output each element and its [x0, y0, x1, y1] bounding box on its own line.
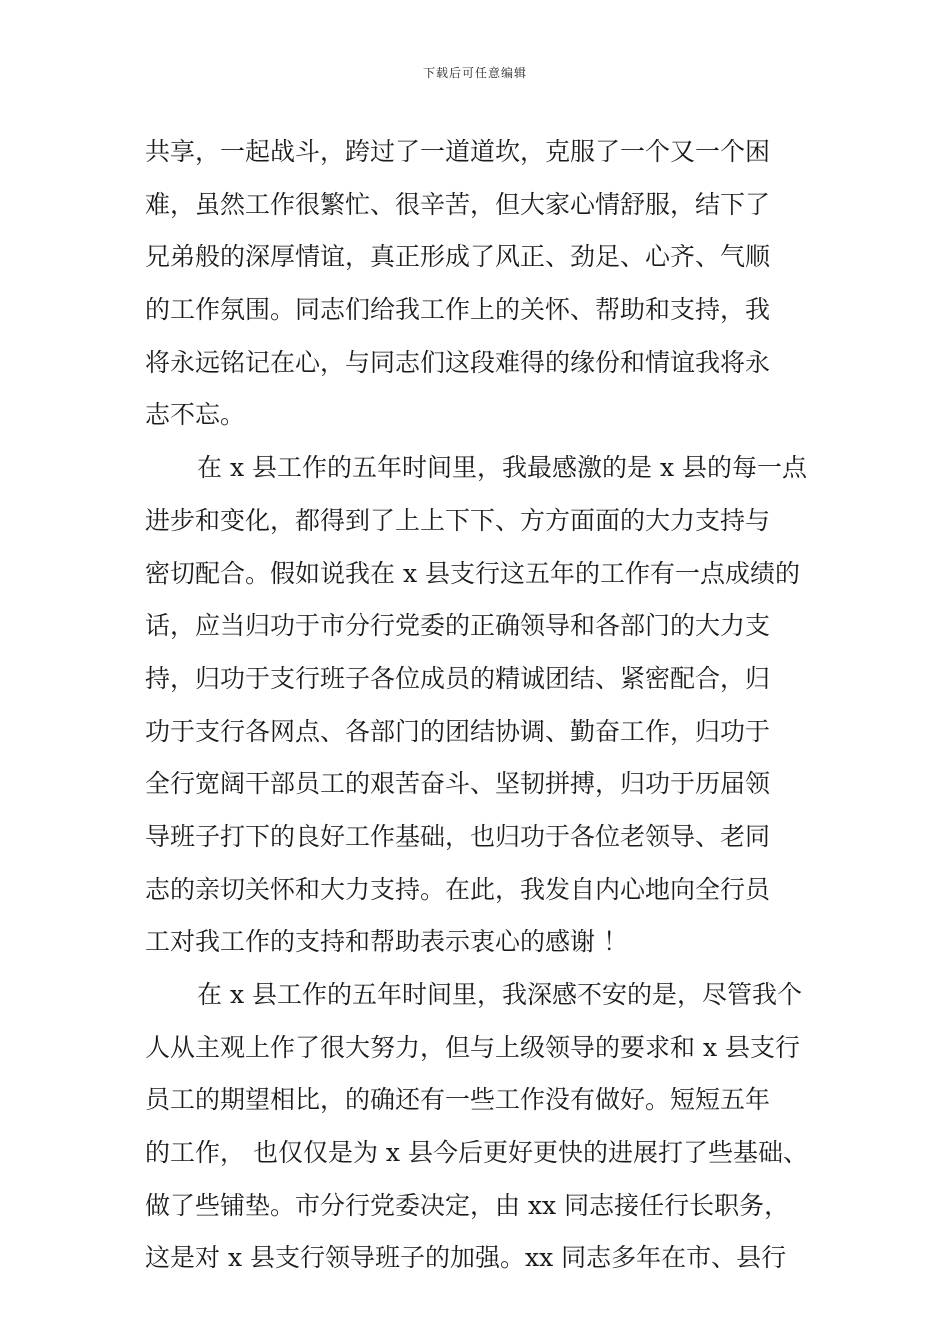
- page-header-note: 下载后可任意编辑: [422, 66, 527, 80]
- paragraph-2-line-10: 工对我工作的支持和帮助表示衷心的感谢 ！: [145, 927, 628, 957]
- paragraph-2-line-5: 持，归功于支行班子各位成员的精诚团结、紧密配合，归: [145, 663, 771, 693]
- paragraph-2-line-9: 志的亲切关怀和大力支持。在此，我发自内心地向全行员: [145, 874, 771, 904]
- paragraph-3-line-4: 的工作， 也仅仅是为 x 县今后更好更快的进展打了些基础、: [145, 1138, 808, 1168]
- paragraph-1-line-2: 难，虽然工作很繁忙、很辛苦，但大家心情舒服，结下了: [145, 189, 771, 219]
- paragraph-1-line-6: 志不忘。: [145, 400, 246, 430]
- paragraph-3-line-3: 员工的期望相比，的确还有一些工作没有做好。短短五年: [145, 1085, 771, 1115]
- paragraph-3-line-2: 人从主观上作了很大努力，但与上级领导的要求和 x 县支行: [145, 1032, 800, 1062]
- paragraph-2-line-8: 导班子打下的良好工作基础，也归功于各位老领导、老同: [145, 821, 771, 851]
- paragraph-2-line-1: 在 x 县工作的五年时间里，我最感激的是 x 县的每一点: [197, 453, 807, 483]
- paragraph-2-line-6: 功于支行各网点、各部门的团结协调、勤奋工作，归功于: [145, 716, 771, 746]
- paragraph-1-line-1: 共享，一起战斗，跨过了一道道坎，克服了一个又一个困: [145, 137, 771, 166]
- paragraph-1-line-4: 的工作氛围。同志们给我工作上的关怀、帮助和支持，我: [145, 295, 771, 325]
- document-body: [145, 126, 810, 1285]
- paragraph-1-line-5: 将永远铭记在心，与同志们这段难得的缘份和情谊我将永: [145, 347, 771, 377]
- paragraph-1-line-3: 兄弟般的深厚情谊，真正形成了风正、劲足、心齐、气顺: [145, 242, 771, 272]
- paragraph-3-line-1: 在 x 县工作的五年时间里，我深感不安的是，尽管我个: [197, 980, 802, 1009]
- paragraph-2-line-3: 密切配合。假如说我在 x 县支行这五年的工作有一点成绩的: [145, 558, 800, 588]
- paragraph-3-line-5: 做了些铺垫。市分行党委决定，由 xx 同志接任行长职务，: [145, 1190, 790, 1220]
- paragraph-2-line-7: 全行宽阔干部员工的艰苦奋斗、坚韧拼搏，归功于历届领: [145, 769, 771, 799]
- paragraph-3-line-6: 这是对 x 县支行领导班子的加强。xx 同志多年在市、县行: [145, 1243, 787, 1273]
- paragraph-2-line-2: 进步和变化，都得到了上上下下、方方面面的大力支持与: [145, 505, 771, 535]
- paragraph-2-line-4: 话，应当归功于市分行党委的正确领导和各部门的大力支: [145, 611, 771, 641]
